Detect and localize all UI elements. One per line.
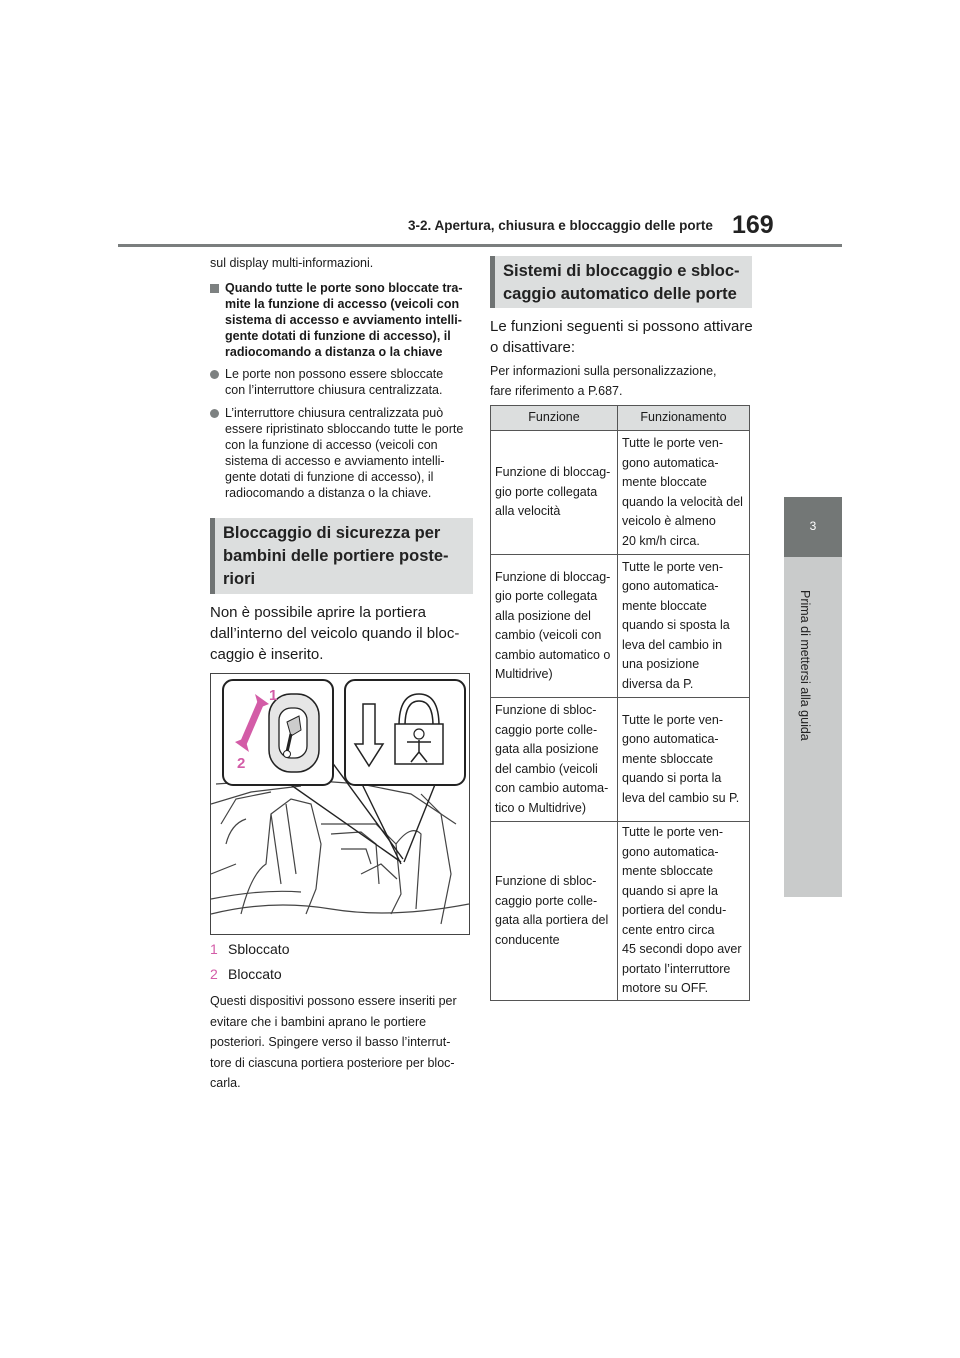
note-heading: Quando tutte le porte sono bloccate tra- mite la funzione di accesso (veicoli con sistema di accesso e avviamento intelli- gente dotati di funzione di accesso), il radiocomando a distanza o la chiave	[225, 281, 463, 359]
chapter-tab-bar	[784, 557, 842, 897]
chapter-title: Prima di mettersi alla guida	[798, 590, 812, 741]
table-cell-function: Funzione di sbloc- caggio porte colle- gata alla portiera del conducente	[491, 822, 618, 1001]
child-lock-note: Questi dispositivi possono essere inseriti per evitare che i bambini aprano le portiere posteriori. Spingere verso il basso l’interrut- tore di ciascuna portiera posteriore per bloc- carla.	[210, 994, 457, 1090]
page-number: 169	[732, 211, 774, 239]
square-bullet-icon	[210, 284, 219, 293]
table-header-row	[491, 406, 750, 431]
table-cell-operation: Tutte le porte ven- gono automatica- mente sbloccate quando si porta la leva del cambio su P.	[618, 698, 750, 822]
table-header-cell: Funzionamento	[618, 406, 750, 431]
customization-note: Per informazioni sulla personalizzazione, fare riferimento a P.687.	[490, 364, 717, 398]
legend-number: 2	[210, 966, 218, 982]
figure-label-2: 2	[237, 755, 246, 772]
door-illustration-svg	[211, 674, 469, 934]
section-header-child-lock	[210, 518, 473, 594]
round-bullet-icon	[210, 370, 219, 379]
section-title: Sistemi di bloccaggio e sbloc- caggio automatico delle porte	[503, 262, 740, 303]
legend-item	[210, 965, 282, 984]
figure-label-1: 1	[269, 687, 278, 704]
round-bullet-icon	[210, 409, 219, 418]
child-lock-paragraph: Non è possibile aprire la portiera dall’interno del veicolo quando il bloc- caggio è inserito.	[210, 604, 460, 663]
header-rule	[118, 244, 842, 247]
legend-number: 1	[210, 941, 218, 957]
table-header-cell: Funzione	[491, 406, 618, 431]
section-header-auto-lock	[490, 256, 752, 308]
legend-text: Sbloccato	[228, 941, 290, 957]
table-row	[491, 431, 750, 555]
intro-line: sul display multi-informazioni.	[210, 256, 374, 270]
bullet-text: Le porte non possono essere sbloccate con l’interruttore chiusura centralizzata.	[225, 367, 444, 397]
auto-lock-paragraph: Le funzioni seguenti si possono attivare o disattivare:	[490, 318, 753, 356]
legend-text: Bloccato	[228, 966, 282, 982]
table-cell-operation: Tutte le porte ven- gono automatica- mente bloccate quando si sposta la leva del cambio in una posizione diversa da P.	[618, 555, 750, 698]
child-lock-illustration	[210, 673, 470, 935]
table-cell-function: Funzione di sbloc- caggio porte colle- gata alla posizione del cambio (veicoli con cambio automa- tico o Multidrive)	[491, 698, 618, 822]
legend-item	[210, 940, 289, 959]
table-cell-operation: Tutte le porte ven- gono automatica- mente sbloccate quando si apre la portiera del condu- cente entro circa 45 secondi dopo aver portato l’interruttore motore su OFF.	[618, 822, 750, 1001]
bullet-item	[210, 366, 472, 398]
chapter-number: 3	[809, 519, 817, 533]
bullet-text: L’interruttore chiusura centralizzata può essere ripristinato sbloccando tutte le porte con la funzione di accesso (veicoli con sistema di accesso e avviamento intelli- gente dotati di funzione di accesso), il radiocomando a distanza o la chiave.	[225, 406, 464, 500]
table-row	[491, 555, 750, 698]
table-cell-operation: Tutte le porte ven- gono automatica- mente bloccate quando la velocità del veicolo è almeno 20 km/h circa.	[618, 431, 750, 555]
table-cell-function: Funzione di bloccag- gio porte collegata alla velocità	[491, 431, 618, 555]
note-heading-block	[210, 280, 472, 360]
bullet-item	[210, 405, 472, 501]
table-row	[491, 698, 750, 822]
running-header-section: 3-2. Apertura, chiusura e bloccaggio delle porte	[408, 218, 713, 233]
section-title: Bloccaggio di sicurezza per bambini delle portiere poste- riori	[223, 524, 449, 588]
table-row	[491, 822, 750, 1001]
table-cell-function: Funzione di bloccag- gio porte collegata alla posizione del cambio (veicoli con cambio automatico o Multidrive)	[491, 555, 618, 698]
function-table	[490, 405, 750, 1001]
